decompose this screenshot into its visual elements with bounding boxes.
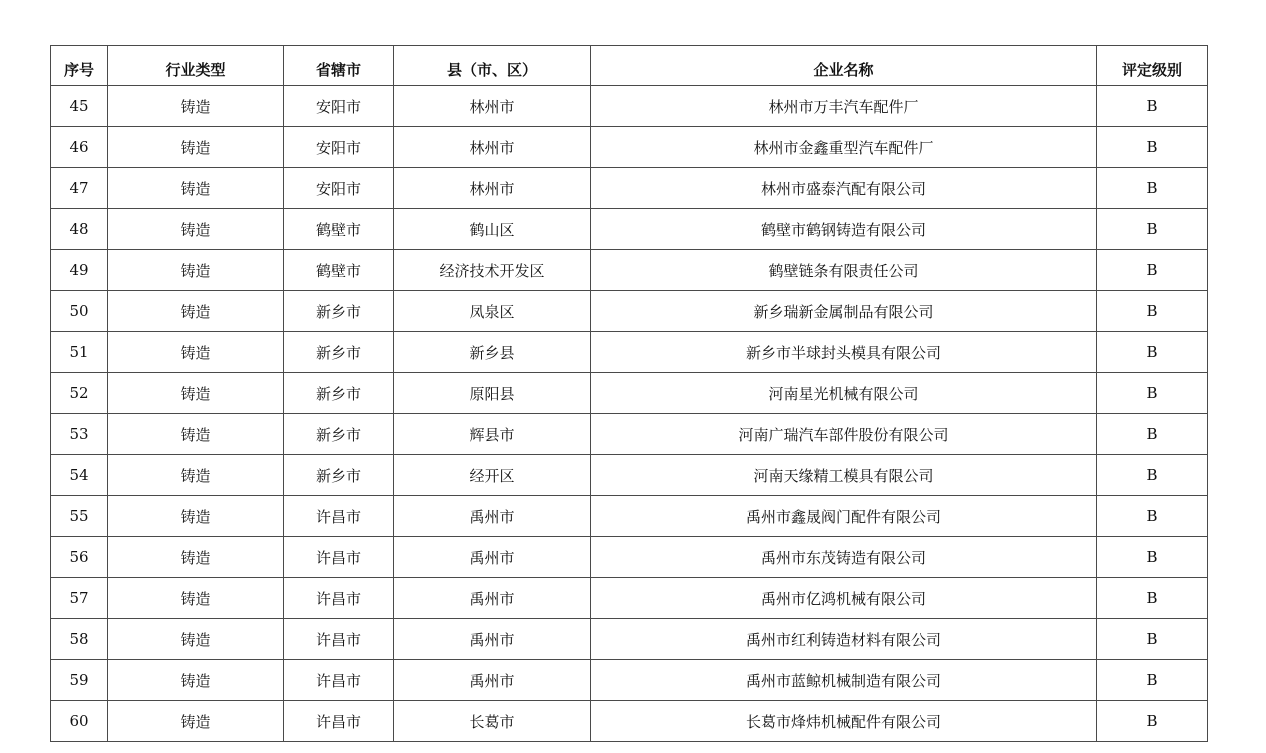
table-row [51, 537, 1208, 578]
cell-industry: 铸造 [108, 373, 284, 414]
cell-company: 林州市盛泰汽配有限公司 [591, 168, 1097, 209]
cell-industry: 铸造 [108, 701, 284, 742]
cell-city: 新乡市 [284, 414, 394, 455]
table-row [51, 619, 1208, 660]
table-row [51, 578, 1208, 619]
header-county: 县（市、区） [394, 46, 591, 86]
cell-county: 禹州市 [394, 660, 591, 701]
header-industry: 行业类型 [108, 46, 284, 86]
table-row [51, 168, 1208, 209]
cell-city: 安阳市 [284, 127, 394, 168]
cell-industry: 铸造 [108, 250, 284, 291]
enterprise-rating-table [50, 45, 1208, 742]
cell-seq: 47 [51, 168, 108, 209]
table-body [51, 86, 1208, 742]
cell-company: 林州市万丰汽车配件厂 [591, 86, 1097, 127]
header-seq: 序号 [51, 46, 108, 86]
cell-seq: 52 [51, 373, 108, 414]
cell-county: 林州市 [394, 127, 591, 168]
cell-seq: 53 [51, 414, 108, 455]
cell-industry: 铸造 [108, 455, 284, 496]
cell-seq: 50 [51, 291, 108, 332]
cell-grade: B [1097, 660, 1208, 701]
table-row [51, 455, 1208, 496]
cell-company: 河南星光机械有限公司 [591, 373, 1097, 414]
cell-company: 河南天缘精工模具有限公司 [591, 455, 1097, 496]
cell-industry: 铸造 [108, 414, 284, 455]
cell-company: 新乡瑞新金属制品有限公司 [591, 291, 1097, 332]
cell-company: 新乡市半球封头模具有限公司 [591, 332, 1097, 373]
cell-grade: B [1097, 127, 1208, 168]
cell-county: 禹州市 [394, 496, 591, 537]
cell-city: 安阳市 [284, 86, 394, 127]
header-grade: 评定级别 [1097, 46, 1208, 86]
cell-county: 原阳县 [394, 373, 591, 414]
cell-industry: 铸造 [108, 86, 284, 127]
cell-industry: 铸造 [108, 537, 284, 578]
header-city: 省辖市 [284, 46, 394, 86]
cell-county: 经济技术开发区 [394, 250, 591, 291]
table-row [51, 496, 1208, 537]
cell-grade: B [1097, 455, 1208, 496]
table-row [51, 660, 1208, 701]
cell-city: 新乡市 [284, 332, 394, 373]
cell-company: 禹州市亿鸿机械有限公司 [591, 578, 1097, 619]
table-row [51, 209, 1208, 250]
cell-city: 新乡市 [284, 373, 394, 414]
cell-county: 凤泉区 [394, 291, 591, 332]
cell-industry: 铸造 [108, 578, 284, 619]
table-row [51, 86, 1208, 127]
cell-county: 禹州市 [394, 537, 591, 578]
cell-city: 许昌市 [284, 660, 394, 701]
cell-city: 许昌市 [284, 701, 394, 742]
header-company: 企业名称 [591, 46, 1097, 86]
cell-company: 长葛市烽炜机械配件有限公司 [591, 701, 1097, 742]
table-row [51, 127, 1208, 168]
table-row [51, 701, 1208, 742]
cell-company: 禹州市东茂铸造有限公司 [591, 537, 1097, 578]
cell-industry: 铸造 [108, 496, 284, 537]
cell-city: 新乡市 [284, 291, 394, 332]
cell-city: 许昌市 [284, 578, 394, 619]
cell-county: 禹州市 [394, 578, 591, 619]
cell-industry: 铸造 [108, 209, 284, 250]
table-row [51, 332, 1208, 373]
cell-industry: 铸造 [108, 660, 284, 701]
cell-grade: B [1097, 209, 1208, 250]
cell-grade: B [1097, 578, 1208, 619]
cell-seq: 55 [51, 496, 108, 537]
cell-seq: 56 [51, 537, 108, 578]
cell-grade: B [1097, 537, 1208, 578]
cell-industry: 铸造 [108, 291, 284, 332]
cell-grade: B [1097, 332, 1208, 373]
cell-city: 鹤壁市 [284, 250, 394, 291]
cell-county: 禹州市 [394, 619, 591, 660]
cell-seq: 60 [51, 701, 108, 742]
cell-industry: 铸造 [108, 127, 284, 168]
table-row [51, 291, 1208, 332]
cell-county: 长葛市 [394, 701, 591, 742]
cell-county: 新乡县 [394, 332, 591, 373]
cell-seq: 48 [51, 209, 108, 250]
table-row [51, 250, 1208, 291]
cell-grade: B [1097, 291, 1208, 332]
cell-company: 林州市金鑫重型汽车配件厂 [591, 127, 1097, 168]
cell-industry: 铸造 [108, 168, 284, 209]
cell-seq: 59 [51, 660, 108, 701]
cell-grade: B [1097, 619, 1208, 660]
cell-industry: 铸造 [108, 619, 284, 660]
cell-city: 许昌市 [284, 496, 394, 537]
cell-grade: B [1097, 168, 1208, 209]
cell-company: 禹州市红利铸造材料有限公司 [591, 619, 1097, 660]
table-row [51, 414, 1208, 455]
cell-county: 鹤山区 [394, 209, 591, 250]
cell-city: 新乡市 [284, 455, 394, 496]
cell-grade: B [1097, 250, 1208, 291]
table-header-row [51, 46, 1208, 86]
cell-city: 鹤壁市 [284, 209, 394, 250]
cell-county: 经开区 [394, 455, 591, 496]
cell-seq: 46 [51, 127, 108, 168]
cell-seq: 49 [51, 250, 108, 291]
cell-company: 禹州市蓝鲸机械制造有限公司 [591, 660, 1097, 701]
cell-seq: 51 [51, 332, 108, 373]
cell-city: 许昌市 [284, 619, 394, 660]
cell-seq: 45 [51, 86, 108, 127]
cell-company: 鹤壁市鹤钢铸造有限公司 [591, 209, 1097, 250]
cell-county: 林州市 [394, 168, 591, 209]
cell-industry: 铸造 [108, 332, 284, 373]
cell-grade: B [1097, 86, 1208, 127]
cell-county: 林州市 [394, 86, 591, 127]
cell-grade: B [1097, 373, 1208, 414]
cell-company: 河南广瑞汽车部件股份有限公司 [591, 414, 1097, 455]
cell-seq: 57 [51, 578, 108, 619]
cell-grade: B [1097, 414, 1208, 455]
cell-grade: B [1097, 701, 1208, 742]
cell-grade: B [1097, 496, 1208, 537]
cell-company: 鹤壁链条有限责任公司 [591, 250, 1097, 291]
cell-county: 辉县市 [394, 414, 591, 455]
cell-company: 禹州市鑫晟阀门配件有限公司 [591, 496, 1097, 537]
cell-city: 许昌市 [284, 537, 394, 578]
cell-seq: 54 [51, 455, 108, 496]
cell-city: 安阳市 [284, 168, 394, 209]
table-row [51, 373, 1208, 414]
cell-seq: 58 [51, 619, 108, 660]
